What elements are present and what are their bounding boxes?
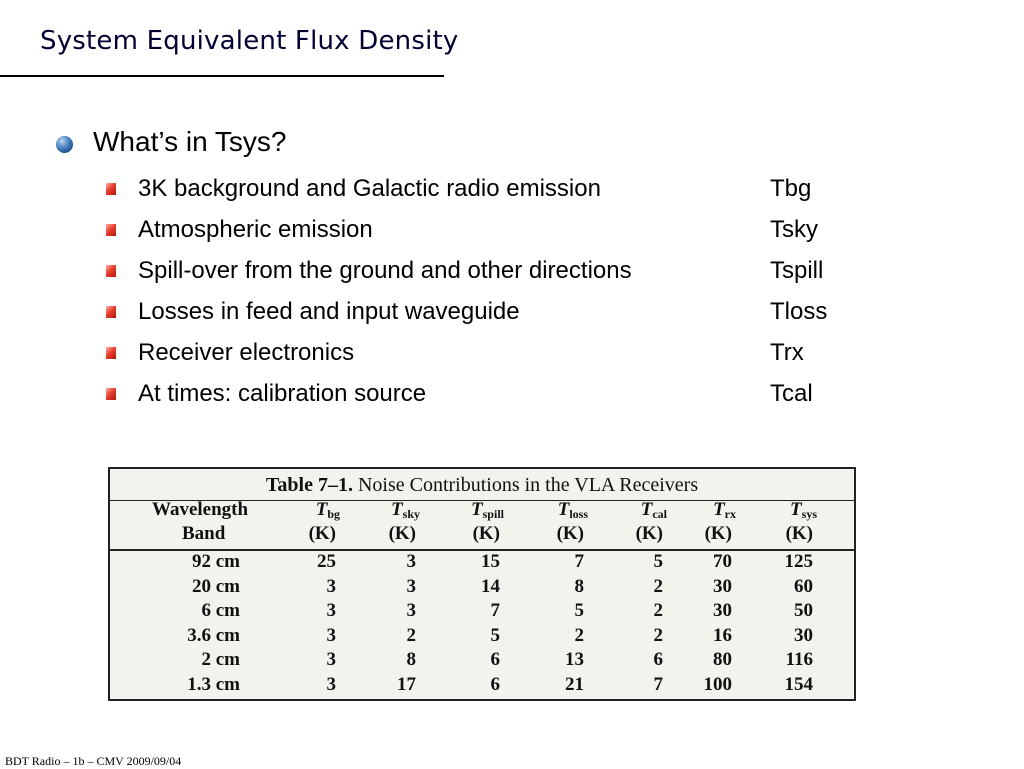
table-header-row: [110, 499, 854, 523]
square-bullet-icon: [106, 265, 116, 277]
column-header-symbol: T: [471, 499, 483, 520]
value-cell: 5: [653, 551, 663, 572]
sub-bullet-text: Spill-over from the ground and other directions: [138, 257, 632, 284]
sub-bullet-symbol: Trx: [770, 339, 804, 366]
band-cell: 20 cm: [191, 575, 240, 597]
slide-footer: BDT Radio – 1b – CMV 2009/09/04: [5, 754, 182, 768]
value-cell: 5: [490, 624, 500, 646]
column-header-subscript: sys: [801, 507, 817, 521]
column-header: [790, 499, 817, 522]
main-bullet: [56, 126, 286, 158]
band-cell: 6 cm: [201, 600, 240, 621]
square-bullet-icon: [106, 224, 116, 236]
value-cell: 25: [317, 551, 336, 572]
value-cell: 2: [406, 624, 416, 646]
value-cell: 2: [574, 624, 584, 646]
value-cell: 3: [326, 600, 336, 621]
value-cell: 3: [406, 600, 416, 621]
square-bullet-icon: [106, 306, 116, 318]
sphere-bullet-icon: [56, 136, 73, 153]
sub-bullet: [106, 380, 813, 408]
sub-bullet: [106, 175, 811, 203]
column-header-symbol: T: [713, 499, 725, 520]
column-header: [641, 499, 667, 522]
column-header-subscript: cal: [652, 507, 667, 521]
column-unit: (K): [472, 523, 500, 544]
band-cell: 92 cm: [191, 551, 240, 572]
square-bullet-icon: [106, 388, 116, 400]
table-caption: [110, 469, 854, 501]
sub-bullet-text: Atmospheric emission: [138, 216, 373, 243]
value-cell: 5: [574, 600, 584, 621]
column-header-subscript: bg: [327, 507, 340, 521]
value-cell: 3: [326, 575, 336, 597]
column-header-subscript: rx: [724, 507, 736, 521]
column-header-symbol: T: [790, 499, 802, 520]
column-header-symbol: T: [640, 499, 653, 520]
sub-bullet: [106, 257, 823, 285]
column-header-symbol: T: [315, 499, 328, 520]
band-cell: 1.3 cm: [187, 673, 240, 695]
value-cell: 3: [326, 624, 336, 646]
value-cell: 15: [481, 551, 500, 572]
sub-bullet: [106, 216, 818, 244]
title-underline: [0, 75, 444, 77]
column-unit: (K): [785, 523, 813, 544]
value-cell: 13: [565, 649, 584, 670]
value-cell: 21: [565, 673, 584, 695]
value-cell: 2: [653, 575, 663, 597]
column-header: [713, 499, 736, 522]
value-cell: 30: [794, 624, 813, 646]
value-cell: 16: [713, 624, 732, 646]
sub-bullet-symbol: Tbg: [770, 175, 812, 202]
column-header: [471, 499, 504, 522]
value-cell: 6: [653, 649, 663, 670]
value-cell: 2: [653, 600, 663, 621]
sub-bullet-text: 3K background and Galactic radio emission: [138, 175, 601, 202]
table-row: [110, 576, 854, 601]
value-cell: 17: [397, 673, 416, 695]
sub-bullet-text: Receiver electronics: [138, 339, 355, 366]
column-header-subscript: spill: [482, 507, 504, 521]
value-cell: 30: [713, 600, 732, 621]
column-header-subscript: loss: [569, 507, 588, 521]
noise-table-image: [108, 467, 856, 701]
band-header: Wavelength: [152, 499, 249, 520]
value-cell: 8: [574, 575, 584, 597]
column-unit: (K): [308, 523, 336, 544]
value-cell: 100: [703, 673, 732, 695]
column-unit: (K): [635, 523, 663, 544]
value-cell: 60: [794, 575, 813, 597]
table-row: [110, 551, 854, 576]
value-cell: 6: [490, 649, 500, 670]
value-cell: 50: [794, 600, 813, 621]
value-cell: 7: [490, 600, 500, 621]
value-cell: 3: [326, 673, 336, 695]
sub-bullet: [106, 298, 827, 326]
value-cell: 3: [326, 649, 336, 670]
column-unit: (K): [388, 523, 416, 544]
band-cell: 2 cm: [201, 649, 240, 670]
column-header-subscript: sky: [402, 507, 420, 521]
table-row: [110, 674, 854, 699]
sub-bullet-text: Losses in feed and input waveguide: [138, 298, 520, 325]
slide-title: System Equivalent Flux Density: [40, 26, 459, 56]
table-units-row: [110, 523, 854, 547]
sub-bullet-symbol: Tsky: [770, 216, 818, 243]
table-row: [110, 649, 854, 674]
column-header: [316, 499, 340, 522]
main-bullet-text: What’s in Tsys?: [93, 126, 287, 157]
value-cell: 30: [713, 575, 732, 597]
square-bullet-icon: [106, 347, 116, 359]
value-cell: 2: [653, 624, 663, 646]
table-row: [110, 625, 854, 650]
sub-bullet-text: At times: calibration source: [138, 380, 427, 407]
value-cell: 7: [574, 551, 584, 572]
band-cell: 3.6 cm: [187, 624, 240, 646]
table-row: [110, 600, 854, 625]
table-caption-text: Noise Contributions in the VLA Receivers: [357, 474, 699, 496]
sub-bullet-symbol: Tspill: [770, 257, 824, 284]
square-bullet-icon: [106, 183, 116, 195]
value-cell: 125: [784, 551, 813, 572]
table-caption-number: Table 7–1.: [265, 474, 353, 496]
value-cell: 7: [653, 673, 663, 695]
value-cell: 70: [713, 551, 732, 572]
column-unit: (K): [556, 523, 584, 544]
value-cell: 3: [406, 575, 416, 597]
value-cell: 80: [713, 649, 732, 670]
column-unit: (K): [704, 523, 732, 544]
sub-bullet-symbol: Tloss: [770, 298, 828, 325]
value-cell: 8: [406, 649, 416, 670]
value-cell: 3: [406, 551, 416, 572]
value-cell: 6: [490, 673, 500, 695]
sub-bullet-symbol: Tcal: [770, 380, 813, 407]
column-header: [558, 499, 588, 522]
value-cell: 154: [784, 673, 813, 695]
column-header: [391, 499, 420, 522]
value-cell: 116: [785, 649, 813, 670]
value-cell: 14: [481, 575, 500, 597]
column-header-symbol: T: [391, 499, 403, 520]
band-header-2: Band: [182, 523, 226, 544]
column-header-symbol: T: [557, 499, 570, 520]
sub-bullet: [106, 339, 804, 367]
